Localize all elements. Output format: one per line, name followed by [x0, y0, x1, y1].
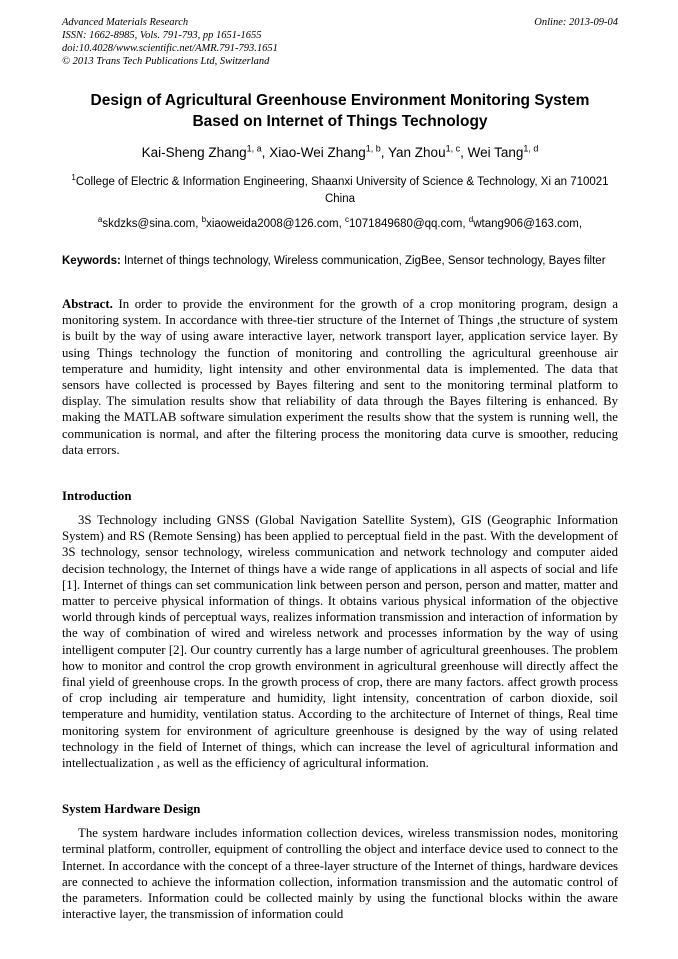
abstract-block — [62, 296, 618, 458]
author — [269, 145, 388, 160]
issn-line: ISSN: 1662-8985, Vols. 791-793, pp 1651-1655 — [62, 30, 262, 41]
author-sep: , — [460, 145, 468, 160]
email — [97, 215, 202, 230]
author-sup: 1, c — [445, 143, 461, 154]
email — [201, 215, 345, 230]
email-address: skdzks@sina.com, — [102, 218, 199, 230]
email — [468, 215, 583, 230]
emails-line — [62, 215, 618, 230]
journal-header — [62, 16, 618, 68]
author-sup: 1, a — [246, 143, 262, 154]
author-name: Yan Zhou — [388, 145, 446, 160]
email-address: 1071849680@qq.com, — [349, 218, 466, 230]
authors-line — [62, 145, 618, 160]
email-sup: d — [468, 215, 474, 225]
copyright-line: © 2013 Trans Tech Publications Ltd, Switzerland — [62, 56, 270, 67]
keywords-label: Keywords: — [62, 255, 121, 267]
email-sup: a — [97, 215, 103, 225]
journal-name: Advanced Materials Research — [62, 17, 189, 28]
email-address: xiaoweida2008@126.com, — [206, 218, 342, 230]
keywords-block — [62, 252, 618, 270]
journal-header-right — [534, 16, 618, 29]
section-paragraph-system-hardware-design: The system hardware includes information collection devices, wireless transmission nodes, monitoring terminal platform, controller, equipment of controlling the object and interface device used to connect to the Internet. In accordance with the concept of a three-layer structure of the Internet of things, hardware devices are connected to achieve the information collection, information transmission and the automatic control of the parameters. Information could be collected mainly by using the functional blocks within the aware interactive layer, the transmission of information could — [62, 826, 618, 922]
section-paragraph-introduction: 3S Technology including GNSS (Global Navigation Satellite System), GIS (Geographic Information System) and RS (Remote Sensing) has been applied to perceptual field in the past. With the development of 3S technology, sensor technology, wireless communication and network technology and computer aided decision technology, the Internet of things have a wide range of applications in all aspects of social and life [1]. Internet of things can set communication link between person and person, person and matter, matter and matter to perceive physical information of things. It obtains various physical information of the objective world through kinds of perceptual ways, realizes information transmission and interaction of information by the way of combination of wired and wireless network and processes information by the way of using intelligent computer [2]. Our country currently has a large number of agricultural greenhouses. The problem how to monitor and control the crop growth environment in agricultural greenhouse will directly affect the final yield of greenhouse crops. In the growth process of crop, there are many factors. affect growth process of crop including air temperature and humidity, light intensity, concentration of carbon dioxide, soil temperature and humidity, ventilation status. According to the architecture of Internet of things, Real time monitoring system for environment of agriculture greenhouse is designed by the way of using related technology in the field of Internet of things, which can increase the level of agricultural information and intellectualization , as well as the efficiency of agricultural information. — [62, 513, 618, 771]
keywords-text: Internet of things technology, Wireless communication, ZigBee, Sensor technology, Bayes filter — [120, 255, 606, 267]
author — [468, 145, 539, 160]
email-sup: b — [201, 215, 207, 225]
abstract-label: Abstract. — [62, 297, 113, 311]
author — [142, 145, 270, 160]
email — [345, 215, 469, 230]
affiliation-text: College of Electric & Information Engineering, Shaanxi University of Science & Technology, Xi an 710021 China — [75, 176, 609, 205]
paper-title: Design of Agricultural Greenhouse Environment Monitoring System Based on Internet of Things Technology — [90, 92, 590, 130]
author-name: Kai-Sheng Zhang — [141, 145, 247, 160]
author — [388, 145, 468, 160]
email-address: wtang906@163.com, — [473, 218, 583, 230]
journal-header-left — [62, 16, 278, 68]
author-name: Xiao-Wei Zhang — [269, 145, 366, 160]
author-sep: , — [261, 145, 270, 160]
doi-line: doi:10.4028/www.scientific.net/AMR.791-793.1651 — [62, 43, 278, 54]
affiliation-sup: 1 — [71, 173, 76, 183]
online-date: Online: 2013-09-04 — [534, 17, 618, 28]
author-sup: 1, d — [523, 143, 539, 154]
author-sep: , — [380, 145, 389, 160]
affiliation — [62, 174, 618, 208]
section-heading-system-hardware-design: System Hardware Design — [62, 802, 201, 817]
author-sup: 1, b — [365, 143, 381, 154]
abstract-text: In order to provide the environment for the growth of a crop monitoring program, design a monitoring system. In accordance with three-tier structure of the Internet of Things ,the structure of system is built by the way of using aware interactive layer, network transport layer, application service layer. By using Things technology the function of monitoring and controlling the agricultural greenhouse air temperature and humidity, light intensity and other environmental data is implemented. The data that sensors have collected is processed by Bayes filtering and sent to the monitoring terminal platform to display. The simulation results show that reliability of data through the Bayes filtering is enhanced. By making the MATLAB software simulation experiment the results show that the system is running well, the communication is normal, and after the filtering process the monitoring data curve is smoother, reducing data errors. — [62, 297, 618, 457]
section-heading-introduction: Introduction — [62, 489, 132, 504]
email-sup: c — [345, 215, 349, 225]
author-name: Wei Tang — [467, 145, 524, 160]
